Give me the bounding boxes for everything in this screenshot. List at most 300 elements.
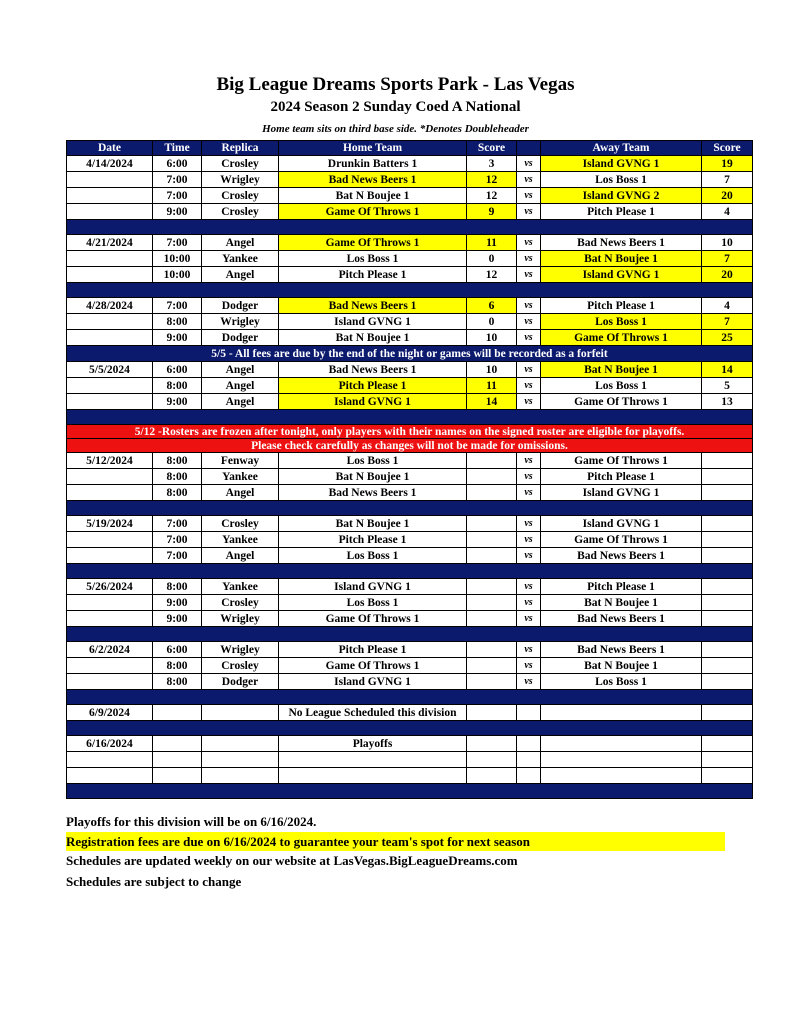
schedule-table [66,140,753,799]
time-cell [153,768,202,784]
separator-cell [67,220,753,235]
home-team-cell: Game Of Throws 1 [279,611,467,627]
date-cell [67,611,153,627]
away-score-cell [702,642,753,658]
away-score-cell [702,469,753,485]
separator-cell [67,564,753,579]
vs-cell: vs [517,330,541,346]
home-team-cell [279,752,467,768]
home-team-cell: Playoffs [279,736,467,752]
alert-text: Please check carefully as changes will not be made for omissions. [67,439,753,453]
away-team-cell: Los Boss 1 [541,172,702,188]
away-score-cell [702,548,753,564]
away-team-cell [541,768,702,784]
home-team-cell: Game Of Throws 1 [279,235,467,251]
away-score-cell: 20 [702,188,753,204]
home-score-cell [467,752,517,768]
home-score-cell [467,611,517,627]
vs-cell: vs [517,235,541,251]
separator-row [67,627,753,642]
alert-row [67,439,753,453]
separator-row [67,784,753,799]
vs-cell: vs [517,362,541,378]
home-team-cell: Game Of Throws 1 [279,658,467,674]
time-cell [153,752,202,768]
date-cell: 6/9/2024 [67,705,153,721]
replica-cell: Dodger [202,674,279,690]
replica-cell: Crosley [202,204,279,220]
date-cell [67,172,153,188]
separator-cell [67,721,753,736]
away-score-cell: 13 [702,394,753,410]
home-score-cell [467,595,517,611]
date-cell [67,768,153,784]
date-cell [67,469,153,485]
table-row [67,314,753,330]
away-team-cell: Bat N Boujee 1 [541,595,702,611]
date-cell: 4/21/2024 [67,235,153,251]
vs-cell: vs [517,532,541,548]
table-row [67,298,753,314]
date-cell [67,378,153,394]
home-team-cell: Los Boss 1 [279,251,467,267]
replica-cell: Fenway [202,453,279,469]
table-header-row [67,141,753,156]
separator-cell [67,410,753,425]
separator-cell [67,501,753,516]
away-score-cell: 7 [702,251,753,267]
table-row [67,251,753,267]
home-team-cell: Los Boss 1 [279,453,467,469]
home-score-cell: 11 [467,235,517,251]
change-note: Schedules are subject to change [66,874,242,889]
home-score-cell: 10 [467,362,517,378]
table-row [67,156,753,172]
date-cell [67,485,153,501]
home-score-cell: 12 [467,267,517,283]
replica-cell [202,736,279,752]
home-score-cell [467,642,517,658]
table-row [67,330,753,346]
table-row [67,595,753,611]
table-row [67,469,753,485]
time-cell: 7:00 [153,548,202,564]
page-title: Big League Dreams Sports Park - Las Vegas [216,74,575,95]
date-cell [67,658,153,674]
notice-row [67,346,753,362]
home-team-cell: Game Of Throws 1 [279,204,467,220]
away-score-cell [702,736,753,752]
replica-cell: Yankee [202,532,279,548]
home-team-cell: Island GVNG 1 [279,314,467,330]
table-row [67,752,753,768]
table-row [67,579,753,595]
separator-row [67,410,753,425]
column-header-home-score: Score [467,141,517,156]
vs-cell [517,705,541,721]
vs-cell: vs [517,642,541,658]
date-cell [67,251,153,267]
table-row [67,768,753,784]
home-score-cell: 0 [467,314,517,330]
home-team-cell: Bad News Beers 1 [279,485,467,501]
vs-cell: vs [517,298,541,314]
away-team-cell: Island GVNG 1 [541,516,702,532]
time-cell: 7:00 [153,532,202,548]
time-cell: 8:00 [153,674,202,690]
date-cell: 5/19/2024 [67,516,153,532]
away-team-cell: Bat N Boujee 1 [541,251,702,267]
home-team-cell: Bat N Boujee 1 [279,330,467,346]
home-score-cell [467,658,517,674]
away-team-cell: Game Of Throws 1 [541,453,702,469]
away-team-cell: Island GVNG 2 [541,188,702,204]
home-score-cell [467,548,517,564]
table-row [67,485,753,501]
time-cell: 8:00 [153,658,202,674]
vs-cell: vs [517,188,541,204]
registration-note: Registration fees are due on 6/16/2024 to guarantee your team's spot for next season [66,832,725,851]
vs-cell: vs [517,595,541,611]
home-team-cell: Bad News Beers 1 [279,298,467,314]
alert-text: 5/12 -Rosters are frozen after tonight, only players with their names on the signed roster are eligible for playoffs. [67,425,753,439]
away-score-cell: 25 [702,330,753,346]
time-cell: 7:00 [153,188,202,204]
table-row [67,642,753,658]
home-score-cell: 14 [467,394,517,410]
table-row [67,658,753,674]
time-cell: 7:00 [153,516,202,532]
replica-cell: Wrigley [202,611,279,627]
vs-cell: vs [517,485,541,501]
away-score-cell [702,516,753,532]
away-team-cell: Game Of Throws 1 [541,394,702,410]
away-score-cell [702,658,753,674]
away-team-cell [541,736,702,752]
date-cell [67,674,153,690]
vs-cell: vs [517,611,541,627]
date-cell: 5/12/2024 [67,453,153,469]
home-score-cell: 3 [467,156,517,172]
home-score-cell [467,705,517,721]
separator-row [67,690,753,705]
seating-note: Home team sits on third base side. *Denotes Doubleheader [262,123,529,135]
time-cell: 9:00 [153,204,202,220]
home-score-cell: 12 [467,172,517,188]
home-team-cell: Island GVNG 1 [279,579,467,595]
home-team-cell: Pitch Please 1 [279,267,467,283]
table-row [67,516,753,532]
vs-cell: vs [517,469,541,485]
replica-cell: Angel [202,378,279,394]
home-team-cell: Bat N Boujee 1 [279,188,467,204]
replica-cell: Angel [202,235,279,251]
away-team-cell: Pitch Please 1 [541,469,702,485]
home-score-cell: 11 [467,378,517,394]
table-row [67,532,753,548]
time-cell: 9:00 [153,330,202,346]
home-team-cell: Bad News Beers 1 [279,362,467,378]
replica-cell: Angel [202,362,279,378]
away-score-cell: 14 [702,362,753,378]
away-score-cell [702,768,753,784]
replica-cell: Crosley [202,658,279,674]
date-cell [67,394,153,410]
table-row [67,453,753,469]
home-team-cell: Pitch Please 1 [279,532,467,548]
away-score-cell: 7 [702,172,753,188]
column-header-time: Time [153,141,202,156]
home-team-cell: Bat N Boujee 1 [279,469,467,485]
notice-text: 5/5 - All fees are due by the end of the night or games will be recorded as a forfeit [67,346,753,362]
separator-row [67,283,753,298]
date-cell: 5/5/2024 [67,362,153,378]
away-score-cell [702,532,753,548]
vs-cell: vs [517,516,541,532]
away-score-cell [702,705,753,721]
home-team-cell: Island GVNG 1 [279,674,467,690]
away-team-cell: Bad News Beers 1 [541,235,702,251]
time-cell [153,705,202,721]
separator-row [67,501,753,516]
replica-cell: Angel [202,394,279,410]
date-cell [67,532,153,548]
column-header-replica: Replica [202,141,279,156]
date-cell: 6/16/2024 [67,736,153,752]
replica-cell: Yankee [202,469,279,485]
replica-cell: Angel [202,267,279,283]
time-cell [153,736,202,752]
home-score-cell [467,736,517,752]
home-score-cell [467,485,517,501]
separator-cell [67,690,753,705]
away-score-cell [702,453,753,469]
date-cell [67,204,153,220]
table-row [67,204,753,220]
date-cell: 4/14/2024 [67,156,153,172]
vs-cell: vs [517,548,541,564]
home-score-cell [467,532,517,548]
replica-cell: Dodger [202,330,279,346]
vs-cell: vs [517,658,541,674]
away-team-cell: Los Boss 1 [541,378,702,394]
vs-cell: vs [517,579,541,595]
column-header-vs [517,141,541,156]
separator-cell [67,627,753,642]
time-cell: 8:00 [153,485,202,501]
home-team-cell: Bad News Beers 1 [279,172,467,188]
home-team-cell: Bat N Boujee 1 [279,516,467,532]
away-score-cell: 4 [702,298,753,314]
table-row [67,267,753,283]
date-cell: 5/26/2024 [67,579,153,595]
time-cell: 9:00 [153,394,202,410]
vs-cell [517,768,541,784]
home-team-cell: Pitch Please 1 [279,378,467,394]
away-team-cell: Bat N Boujee 1 [541,658,702,674]
away-team-cell: Bad News Beers 1 [541,642,702,658]
home-score-cell: 9 [467,204,517,220]
date-cell [67,595,153,611]
home-score-cell [467,516,517,532]
home-team-cell [279,768,467,784]
home-team-cell: Pitch Please 1 [279,642,467,658]
table-row [67,611,753,627]
separator-row [67,220,753,235]
replica-cell: Crosley [202,188,279,204]
time-cell: 10:00 [153,251,202,267]
vs-cell: vs [517,453,541,469]
away-team-cell: Game Of Throws 1 [541,532,702,548]
vs-cell [517,736,541,752]
table-row [67,674,753,690]
time-cell: 8:00 [153,469,202,485]
website-note: Schedules are updated weekly on our website at LasVegas.BigLeagueDreams.com [66,853,518,868]
away-score-cell [702,579,753,595]
home-score-cell [467,469,517,485]
home-score-cell: 10 [467,330,517,346]
date-cell [67,314,153,330]
away-score-cell: 10 [702,235,753,251]
vs-cell: vs [517,156,541,172]
away-team-cell: Pitch Please 1 [541,298,702,314]
column-header-away-score: Score [702,141,753,156]
time-cell: 9:00 [153,595,202,611]
replica-cell: Wrigley [202,314,279,330]
away-team-cell: Game Of Throws 1 [541,330,702,346]
away-team-cell: Island GVNG 1 [541,485,702,501]
away-score-cell [702,752,753,768]
time-cell: 6:00 [153,156,202,172]
table-row [67,378,753,394]
home-score-cell [467,453,517,469]
date-cell: 6/2/2024 [67,642,153,658]
home-team-cell: Drunkin Batters 1 [279,156,467,172]
replica-cell: Crosley [202,156,279,172]
away-team-cell: Los Boss 1 [541,314,702,330]
separator-row [67,564,753,579]
vs-cell [517,752,541,768]
time-cell: 8:00 [153,378,202,394]
time-cell: 8:00 [153,579,202,595]
replica-cell: Angel [202,485,279,501]
replica-cell: Dodger [202,298,279,314]
away-score-cell: 5 [702,378,753,394]
date-cell [67,188,153,204]
home-score-cell [467,674,517,690]
home-team-cell: Los Boss 1 [279,595,467,611]
home-score-cell [467,768,517,784]
table-row [67,548,753,564]
time-cell: 7:00 [153,235,202,251]
away-team-cell: Island GVNG 1 [541,156,702,172]
away-score-cell [702,485,753,501]
vs-cell: vs [517,267,541,283]
away-score-cell: 4 [702,204,753,220]
away-team-cell: Island GVNG 1 [541,267,702,283]
replica-cell: Yankee [202,579,279,595]
replica-cell [202,768,279,784]
home-score-cell: 0 [467,251,517,267]
time-cell: 8:00 [153,453,202,469]
date-cell [67,752,153,768]
table-row [67,235,753,251]
separator-row [67,721,753,736]
vs-cell: vs [517,251,541,267]
away-score-cell [702,611,753,627]
vs-cell: vs [517,674,541,690]
away-score-cell: 7 [702,314,753,330]
column-header-home-team: Home Team [279,141,467,156]
away-team-cell [541,705,702,721]
replica-cell [202,705,279,721]
alert-row [67,425,753,439]
vs-cell: vs [517,378,541,394]
vs-cell: vs [517,314,541,330]
away-team-cell: Pitch Please 1 [541,204,702,220]
home-score-cell: 12 [467,188,517,204]
playoffs-note: Playoffs for this division will be on 6/16/2024. [66,814,317,829]
away-score-cell [702,674,753,690]
time-cell: 6:00 [153,362,202,378]
table-row [67,394,753,410]
away-team-cell: Bat N Boujee 1 [541,362,702,378]
time-cell: 7:00 [153,298,202,314]
away-team-cell: Bad News Beers 1 [541,611,702,627]
date-cell [67,330,153,346]
vs-cell: vs [517,204,541,220]
table-row [67,705,753,721]
away-score-cell: 20 [702,267,753,283]
table-row [67,188,753,204]
page-subtitle: 2024 Season 2 Sunday Coed A National [270,99,521,115]
time-cell: 9:00 [153,611,202,627]
column-header-date: Date [67,141,153,156]
replica-cell: Wrigley [202,172,279,188]
table-row [67,172,753,188]
away-score-cell: 19 [702,156,753,172]
away-team-cell: Bad News Beers 1 [541,548,702,564]
time-cell: 7:00 [153,172,202,188]
home-score-cell: 6 [467,298,517,314]
replica-cell: Crosley [202,595,279,611]
schedule-body [67,156,753,799]
replica-cell: Wrigley [202,642,279,658]
time-cell: 10:00 [153,267,202,283]
column-header-away-team: Away Team [541,141,702,156]
replica-cell: Yankee [202,251,279,267]
separator-cell [67,283,753,298]
home-team-cell: No League Scheduled this division [279,705,467,721]
away-team-cell: Los Boss 1 [541,674,702,690]
date-cell [67,548,153,564]
separator-cell [67,784,753,799]
vs-cell: vs [517,394,541,410]
replica-cell: Angel [202,548,279,564]
date-cell [67,267,153,283]
vs-cell: vs [517,172,541,188]
time-cell: 8:00 [153,314,202,330]
away-score-cell [702,595,753,611]
time-cell: 6:00 [153,642,202,658]
table-row [67,362,753,378]
away-team-cell [541,752,702,768]
away-team-cell: Pitch Please 1 [541,579,702,595]
replica-cell: Crosley [202,516,279,532]
home-team-cell: Los Boss 1 [279,548,467,564]
table-row [67,736,753,752]
replica-cell [202,752,279,768]
